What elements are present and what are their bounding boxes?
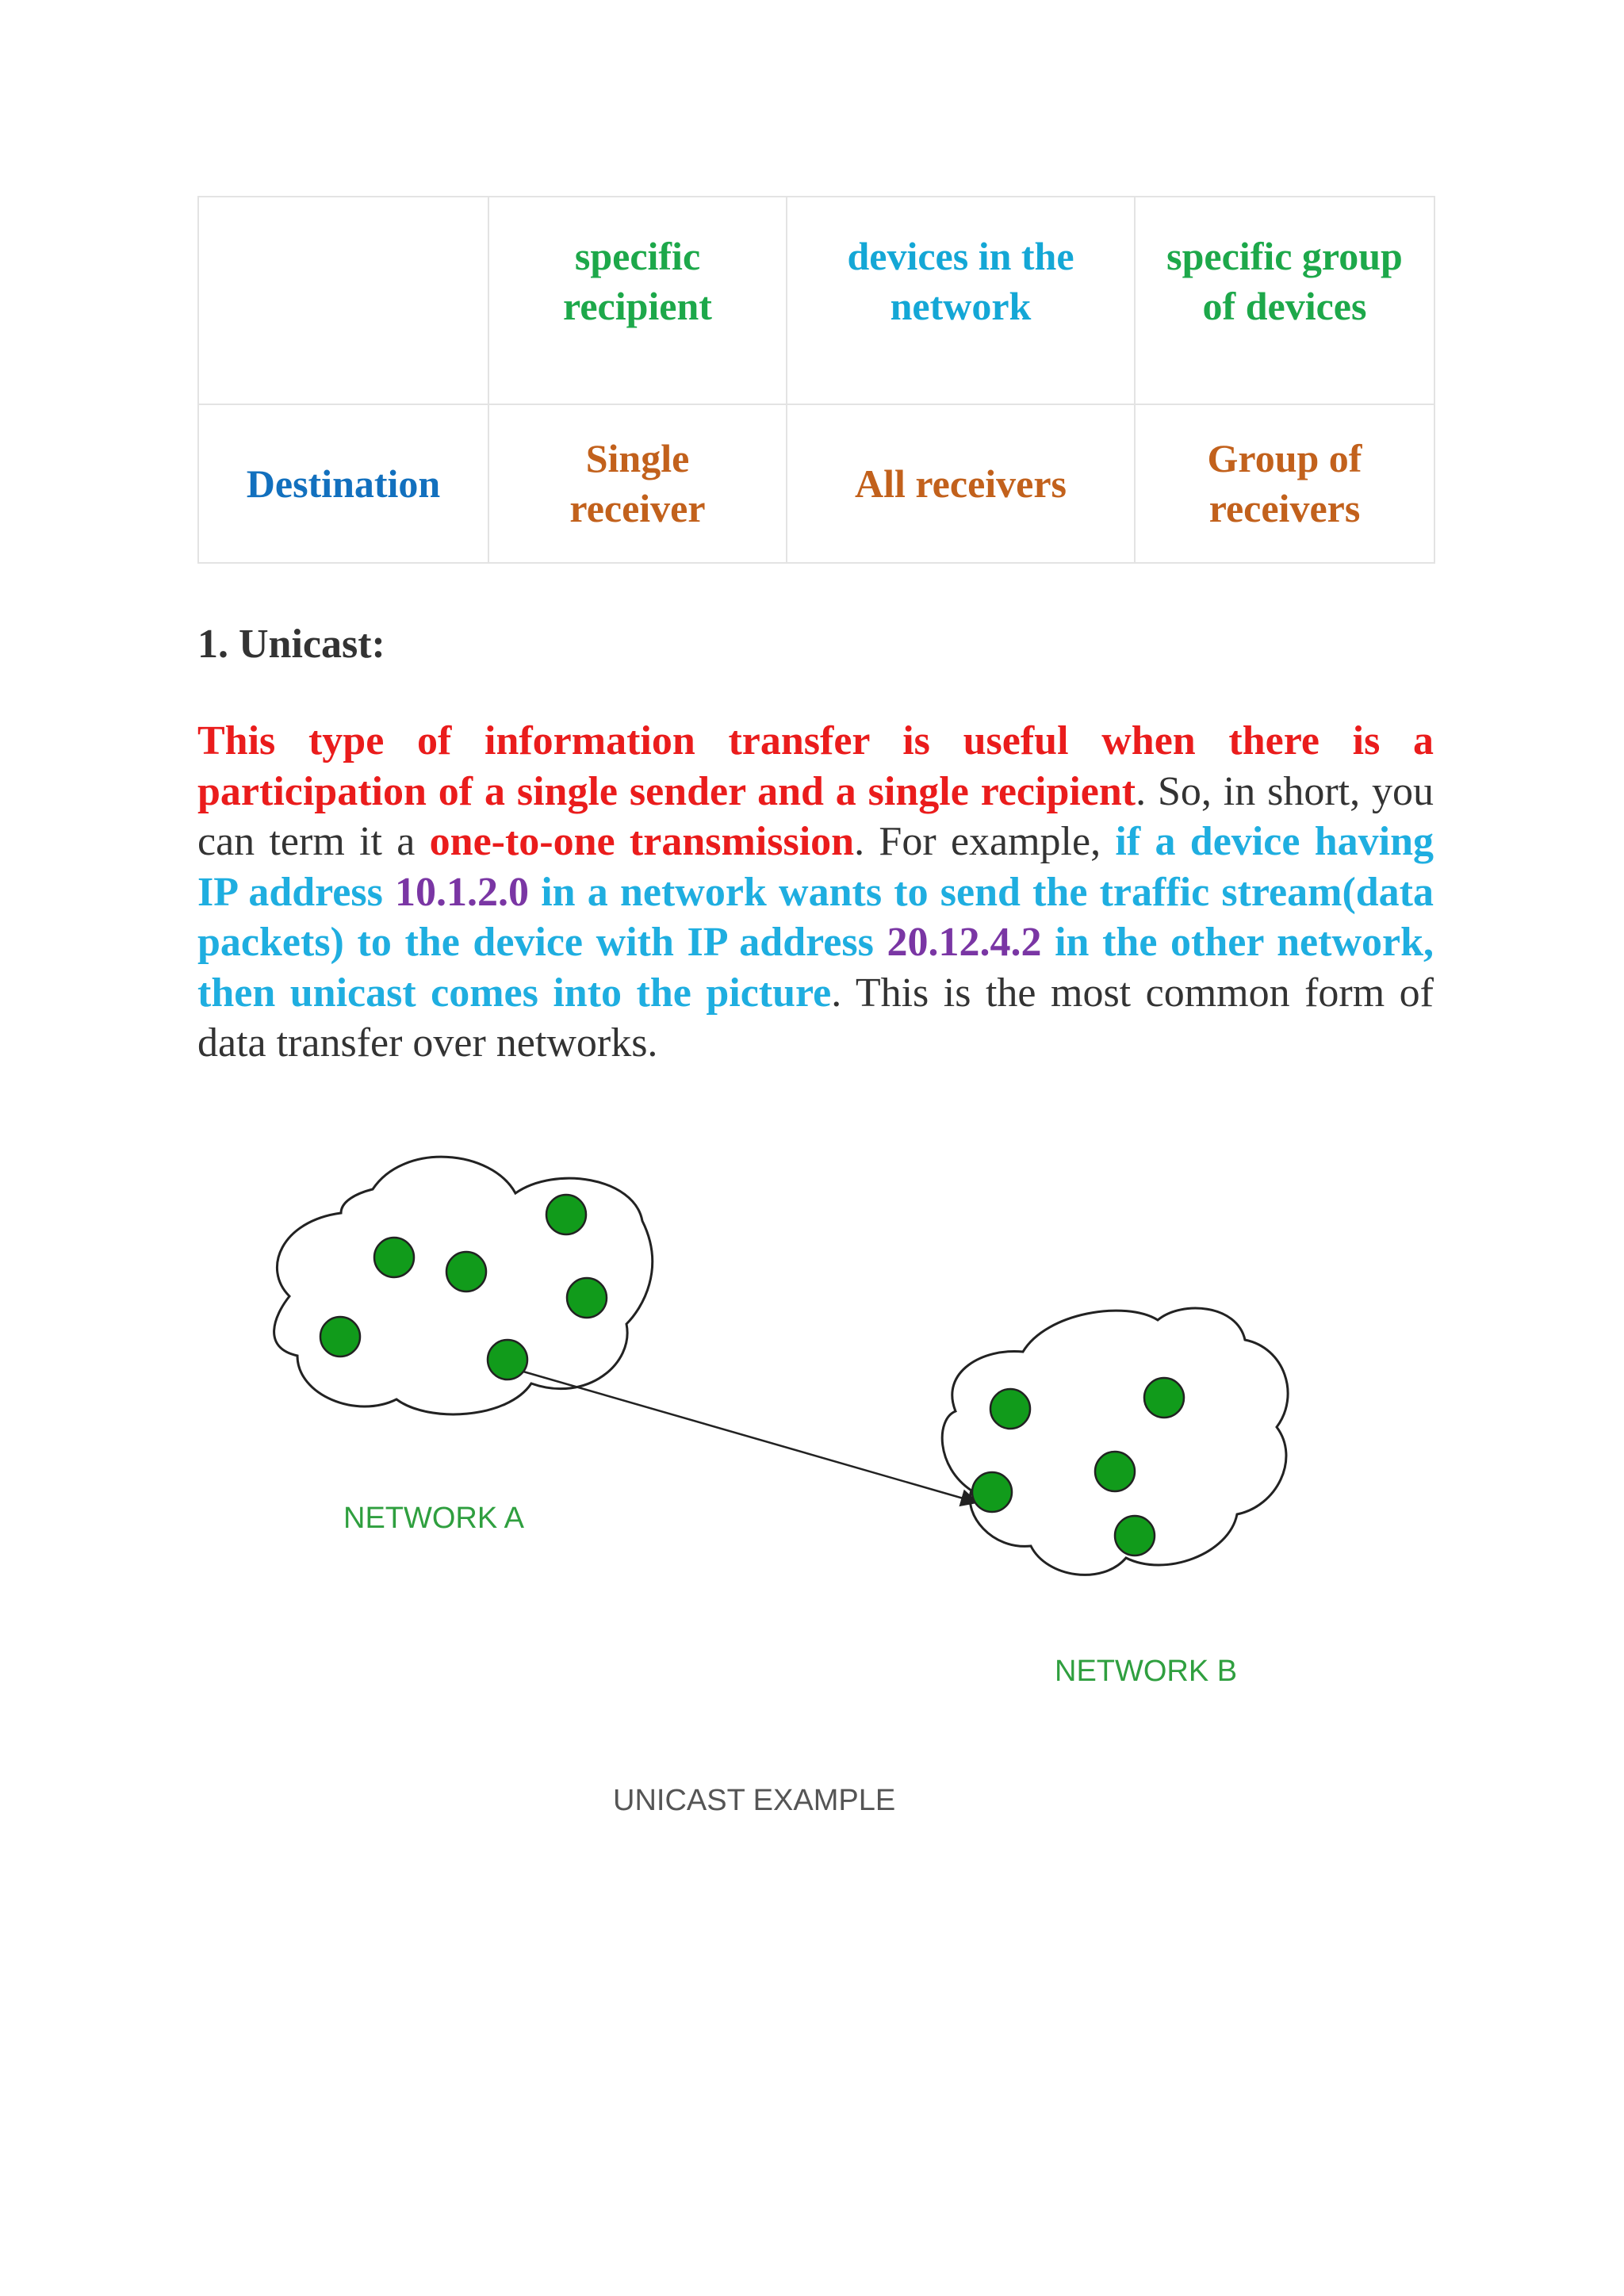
network-node — [567, 1278, 607, 1318]
network-node — [1115, 1516, 1155, 1556]
table-cell-multicast-destination: Group of receivers — [1135, 404, 1434, 563]
network-b-label: NETWORK B — [1055, 1655, 1238, 1688]
table-cell-broadcast-recipient: devices in the network — [787, 197, 1135, 404]
network-node — [320, 1317, 360, 1357]
table-cell-multicast-recipient: specific group of devices — [1135, 197, 1434, 404]
network-node — [374, 1238, 414, 1277]
network-a-label: NETWORK A — [343, 1502, 525, 1535]
paragraph-text: . For example, — [854, 819, 1116, 864]
unicast-diagram — [0, 1110, 1624, 1823]
comparison-table — [197, 196, 1435, 564]
ip-address-destination: 20.12.4.2 — [887, 920, 1042, 965]
paragraph-text: . So, in short, you can term it a — [197, 768, 1434, 864]
highlight-definition: This type of information transfer is useful when there is a participation of a single sender and a single recipient — [197, 718, 1434, 814]
diagram-caption: UNICAST EXAMPLE — [613, 1784, 896, 1817]
table-cell-unicast-recipient: specific recipient — [488, 197, 787, 404]
table-cell-unicast-destination: Single receiver — [488, 404, 787, 563]
receiver-node — [972, 1472, 1012, 1512]
highlight-example: in a network wants to send the traffic stream(data packets) to the device with IP address — [197, 869, 1434, 965]
paragraph-text: . This is the most common form of data transfer over networks. — [197, 970, 1434, 1066]
highlight-example: in the other network, then unicast comes into the picture — [197, 920, 1434, 1016]
sender-node — [488, 1340, 527, 1380]
network-node — [990, 1389, 1030, 1429]
unicast-paragraph — [197, 716, 1434, 1069]
network-node — [1144, 1378, 1184, 1418]
section-heading: 1. Unicast: — [197, 622, 385, 667]
network-node — [446, 1252, 486, 1292]
network-node — [1095, 1452, 1135, 1491]
ip-address-source: 10.1.2.0 — [395, 869, 530, 915]
table-row — [198, 197, 1434, 404]
table-cell-broadcast-destination: All receivers — [787, 404, 1135, 563]
network-node — [546, 1195, 586, 1234]
table-row-header-destination: Destination — [198, 404, 488, 563]
table-cell-empty — [198, 197, 488, 404]
table-row — [198, 404, 1434, 563]
highlight-example: if a device having IP address — [197, 819, 1434, 915]
unicast-arrow — [523, 1372, 977, 1502]
highlight-one-to-one: one-to-one transmission — [429, 819, 855, 864]
